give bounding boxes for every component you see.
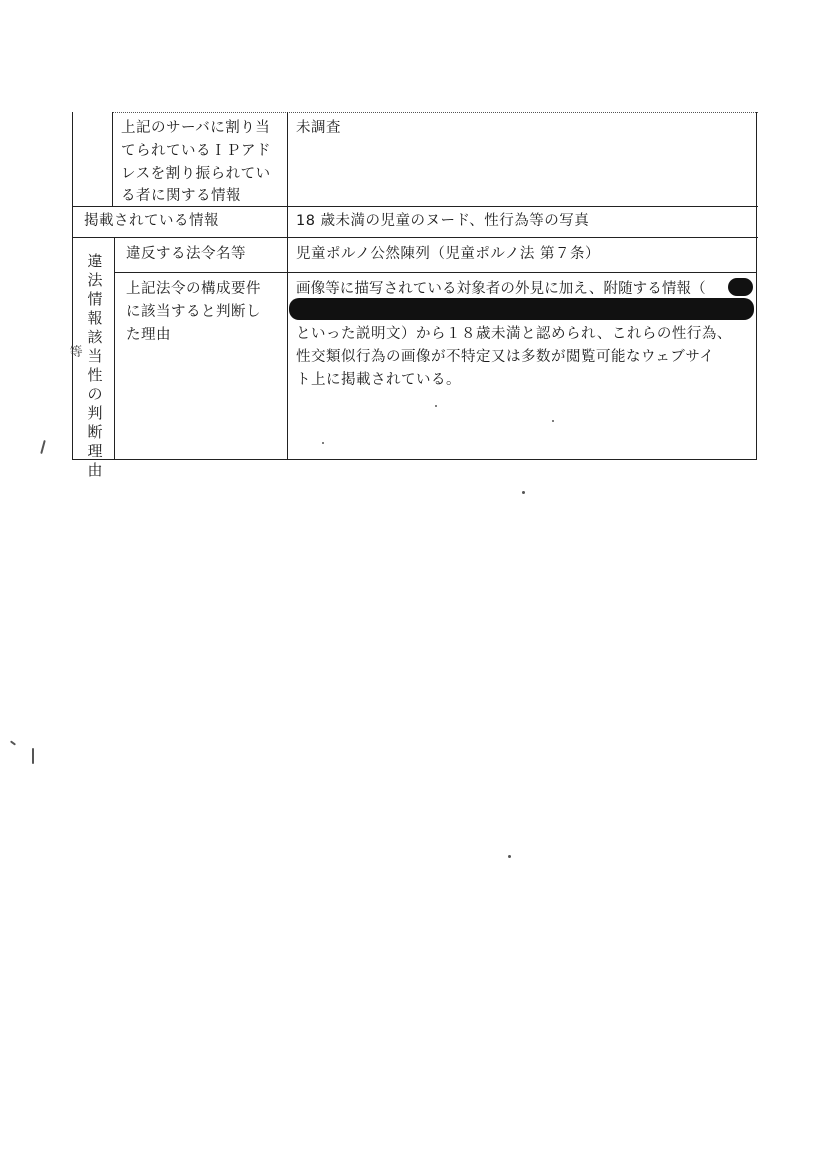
redaction-block-line	[289, 298, 754, 320]
ip-assignee-label-line-2: てられているＩＰアド	[121, 143, 271, 159]
reason-label-line-3: た理由	[126, 327, 171, 343]
illegal-info-section-label: 違 法 情 報 該 当 性 の 判 断 理 由	[87, 252, 103, 479]
reason-value-line-4: ト上に掲載されている。	[296, 372, 461, 388]
ip-assignee-value: 未調査	[296, 120, 341, 136]
row-divider	[114, 272, 756, 273]
reason-label-line-1: 上記法令の構成要件	[126, 281, 261, 297]
scan-speck	[40, 440, 46, 454]
redaction-block-inline	[728, 278, 753, 296]
scan-speck	[32, 748, 34, 764]
scan-speck	[10, 740, 16, 745]
ip-assignee-label-line-3: レスを割り振られてい	[121, 166, 271, 182]
violated-law-value: 児童ポルノ公然陳列（児童ポルノ法 第７条）	[296, 246, 600, 262]
reason-value-line-2: といった説明文）から１８歳未満と認められ、これらの性行為、	[296, 326, 732, 342]
table-bottom-border	[72, 459, 756, 460]
table-top-border	[112, 112, 758, 114]
table-right-border	[756, 112, 757, 460]
column-divider	[114, 237, 115, 460]
ip-assignee-label-line-4: る者に関する情報	[121, 188, 241, 204]
posted-info-label: 掲載されている情報	[84, 213, 219, 229]
reason-value-line-3: 性交類似行為の画像が不特定又は多数が閲覧可能なウェブサイ	[296, 349, 715, 365]
violated-law-label: 違反する法令名等	[126, 246, 246, 262]
scan-speck	[522, 491, 525, 494]
margin-note: 等	[68, 344, 85, 361]
scan-speck	[435, 405, 437, 407]
scan-speck	[322, 442, 324, 444]
table-left-border	[72, 112, 73, 460]
reason-value-line-1: 画像等に描写されている対象者の外見に加え、附随する情報（	[296, 281, 706, 297]
row-divider	[72, 237, 758, 238]
column-divider	[287, 112, 288, 460]
ip-assignee-label-line-1: 上記のサーバに割り当	[121, 120, 271, 136]
scan-speck	[508, 855, 511, 858]
scan-speck	[552, 420, 554, 422]
column-divider	[112, 112, 113, 207]
posted-info-value: 18 歳未満の児童のヌード、性行為等の写真	[296, 213, 590, 229]
reason-label-line-2: に該当すると判断し	[126, 304, 261, 320]
